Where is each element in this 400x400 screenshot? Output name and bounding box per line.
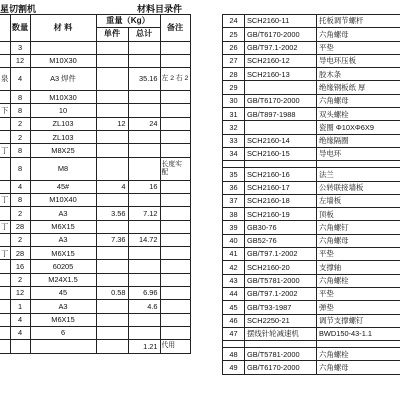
table-row — [0, 313, 190, 326]
row-material: A3 — [30, 233, 96, 246]
row-index: 29 — [223, 81, 245, 94]
row-material: 45# — [30, 180, 96, 193]
row-note — [160, 220, 190, 233]
row-edge-cell — [0, 260, 10, 273]
row-part-name: 平垫 — [317, 41, 400, 54]
row-index: 31 — [223, 108, 245, 121]
row-unit-weight — [96, 220, 128, 233]
row-index: 32 — [223, 121, 245, 134]
row-standard-code — [245, 81, 317, 94]
row-qty: 28 — [10, 247, 30, 260]
row-note — [160, 91, 190, 104]
row-unit-weight — [96, 131, 128, 144]
table-row — [223, 287, 400, 300]
table-row — [0, 260, 190, 273]
row-part-name: 支撑轴 — [317, 261, 400, 274]
table-header-row — [0, 15, 190, 28]
table-row — [223, 274, 400, 287]
row-total-weight — [128, 91, 160, 104]
row-qty: 4 — [10, 180, 30, 193]
table-row — [0, 104, 190, 117]
row-total-weight — [128, 131, 160, 144]
table-row — [223, 221, 400, 234]
row-index: 35 — [223, 168, 245, 181]
row-note — [160, 326, 190, 339]
row-index: 25 — [223, 28, 245, 41]
row-qty: 28 — [10, 220, 30, 233]
row-note — [160, 247, 190, 260]
row-part-name: 调节支撑螺钉 — [317, 314, 400, 327]
row-note — [160, 273, 190, 286]
row-part-name: 绝缘隔圈 — [317, 134, 400, 147]
row-edge-cell — [0, 41, 10, 54]
row-unit-weight: 4 — [96, 180, 128, 193]
row-total-weight: 7.12 — [128, 207, 160, 220]
row-total-weight — [128, 273, 160, 286]
row-index: 36 — [223, 181, 245, 194]
row-total-weight — [128, 157, 160, 180]
row-part-name: 导电环压板 — [317, 54, 400, 67]
row-qty: 12 — [10, 54, 30, 67]
row-qty: 8 — [10, 91, 30, 104]
table-row — [223, 301, 400, 314]
row-standard-code: GB/T897-1988 — [245, 108, 317, 121]
row-edge-cell — [0, 180, 10, 193]
row-material: M8 — [30, 157, 96, 180]
left-table-subtitle: 材料目录件 — [137, 4, 183, 14]
row-index: 40 — [223, 234, 245, 247]
table-row — [0, 287, 190, 300]
row-total-weight — [128, 193, 160, 206]
row-part-name: 六角螺钉 — [317, 221, 400, 234]
table-row — [0, 220, 190, 233]
row-total-weight — [128, 313, 160, 326]
row-note — [160, 144, 190, 157]
row-standard-code: SCH2160-16 — [245, 168, 317, 181]
row-standard-code — [245, 341, 317, 348]
row-unit-weight — [96, 340, 128, 353]
table-row — [0, 180, 190, 193]
table-row — [0, 157, 190, 180]
row-edge-cell — [0, 326, 10, 339]
row-qty: 2 — [10, 273, 30, 286]
row-standard-code: GB/T6170-2000 — [245, 28, 317, 41]
row-index: 33 — [223, 134, 245, 147]
row-qty: 8 — [10, 144, 30, 157]
row-unit-weight: 7.36 — [96, 233, 128, 246]
table-row — [0, 131, 190, 144]
row-total-weight: 4.6 — [128, 300, 160, 313]
row-index: 37 — [223, 194, 245, 207]
row-edge-cell — [0, 117, 10, 130]
row-note — [160, 180, 190, 193]
row-part-name: 法兰 — [317, 168, 400, 181]
row-unit-weight: 0.58 — [96, 287, 128, 300]
row-note: 代用 — [160, 340, 190, 353]
row-qty: 4 — [10, 313, 30, 326]
table-row — [223, 234, 400, 247]
row-edge-cell — [0, 313, 10, 326]
row-material — [30, 41, 96, 54]
table-row — [223, 147, 400, 160]
header-unit: 单件 — [96, 28, 128, 41]
row-edge-cell — [0, 91, 10, 104]
row-standard-code: SCH2160-19 — [245, 208, 317, 221]
row-standard-code: GB/T6170-2000 — [245, 361, 317, 374]
row-part-name: 左墙板 — [317, 194, 400, 207]
row-qty: 2 — [10, 233, 30, 246]
row-standard-code: GB/T93-1987 — [245, 301, 317, 314]
row-part-name — [317, 341, 400, 348]
row-index: 27 — [223, 54, 245, 67]
row-index — [223, 161, 245, 168]
row-part-name: 绝缘钢板纸 厚 — [317, 81, 400, 94]
row-material: A3 — [30, 207, 96, 220]
row-note — [160, 233, 190, 246]
row-qty: 2 — [10, 131, 30, 144]
table-row — [223, 168, 400, 181]
row-standard-code: SCH2160-14 — [245, 134, 317, 147]
table-row — [223, 41, 400, 54]
table-row — [223, 348, 400, 361]
header-note: 备注 — [160, 15, 190, 42]
row-qty: 1 — [10, 300, 30, 313]
row-note — [160, 287, 190, 300]
row-standard-code — [245, 161, 317, 168]
row-material: M10X30 — [30, 54, 96, 67]
row-part-name: 平垫 — [317, 248, 400, 261]
row-part-name: 六角螺母 — [317, 234, 400, 247]
row-total-weight: 24 — [128, 117, 160, 130]
row-note — [160, 104, 190, 117]
row-qty: 4 — [10, 326, 30, 339]
row-unit-weight: 3.56 — [96, 207, 128, 220]
left-table-title-bar — [0, 0, 190, 14]
row-total-weight — [128, 260, 160, 273]
table-row — [223, 161, 400, 168]
row-qty: 2 — [10, 117, 30, 130]
row-part-name: 双头螺栓 — [317, 108, 400, 121]
row-note — [160, 117, 190, 130]
table-row — [0, 326, 190, 339]
row-index: 47 — [223, 327, 245, 340]
row-material: M8X25 — [30, 144, 96, 157]
row-part-name: 托板调节螺杆 — [317, 15, 400, 28]
row-note — [160, 41, 190, 54]
table-row — [223, 108, 400, 121]
row-material: ZL103 — [30, 131, 96, 144]
row-note — [160, 207, 190, 220]
row-index: 38 — [223, 208, 245, 221]
row-edge-cell — [0, 157, 10, 180]
row-material: 10 — [30, 104, 96, 117]
row-edge-cell: 下 — [0, 104, 10, 117]
row-standard-code: SCH2160-20 — [245, 261, 317, 274]
row-material: A3 — [30, 300, 96, 313]
table-row — [223, 15, 400, 28]
row-edge-cell — [0, 207, 10, 220]
row-part-name: 六角螺栓 — [317, 348, 400, 361]
row-material: M24X1.5 — [30, 273, 96, 286]
row-material: 6 — [30, 326, 96, 339]
row-edge-cell: 丁 — [0, 247, 10, 260]
row-unit-weight — [96, 193, 128, 206]
row-material: M10X40 — [30, 193, 96, 206]
header-weight: 重量（Kg） — [96, 15, 160, 28]
left-table-title: 星切割机 — [0, 4, 37, 14]
table-row — [0, 247, 190, 260]
row-total-weight — [128, 41, 160, 54]
row-edge-cell: 丁 — [0, 220, 10, 233]
row-total-weight: 14.72 — [128, 233, 160, 246]
row-standard-code: SCH2160-13 — [245, 68, 317, 81]
row-edge-cell: 丁 — [0, 144, 10, 157]
row-standard-code: GB/T6170-2000 — [245, 94, 317, 107]
table-row — [223, 327, 400, 340]
row-material: M6X15 — [30, 220, 96, 233]
row-index: 24 — [223, 15, 245, 28]
table-row — [0, 193, 190, 206]
row-standard-code: SCH2160-17 — [245, 181, 317, 194]
row-standard-code: SCH2250-21 — [245, 314, 317, 327]
row-total-weight: 35.16 — [128, 68, 160, 91]
row-index: 43 — [223, 274, 245, 287]
row-part-name: BWD150-43-1.1 — [317, 327, 400, 340]
row-part-name: 胶木条 — [317, 68, 400, 81]
row-unit-weight: 12 — [96, 117, 128, 130]
row-standard-code — [245, 121, 317, 134]
row-note: 左 2 右 2 — [160, 68, 190, 91]
row-part-name: 六角螺母 — [317, 361, 400, 374]
row-total-weight: 1.21 — [128, 340, 160, 353]
table-row — [0, 300, 190, 313]
table-row — [223, 248, 400, 261]
row-part-name: 瓷圈 Φ10XΦ6X9 — [317, 121, 400, 134]
table-row — [0, 117, 190, 130]
row-unit-weight — [96, 68, 128, 91]
row-material: M10X30 — [30, 91, 96, 104]
table-row — [223, 54, 400, 67]
header-material: 材 料 — [30, 15, 96, 42]
row-part-name: 六角螺栓 — [317, 274, 400, 287]
row-material: 45 — [30, 287, 96, 300]
row-standard-code: SCH2160-18 — [245, 194, 317, 207]
row-qty: 2 — [10, 207, 30, 220]
table-row — [223, 361, 400, 374]
row-unit-weight — [96, 326, 128, 339]
row-part-name: 弹垫 — [317, 301, 400, 314]
row-edge-cell — [0, 287, 10, 300]
table-row — [223, 181, 400, 194]
row-edge-cell — [0, 273, 10, 286]
row-standard-code: GB/T5781-2000 — [245, 348, 317, 361]
table-row — [0, 144, 190, 157]
row-part-name: 导电环 — [317, 147, 400, 160]
row-total-weight — [128, 247, 160, 260]
table-row — [223, 68, 400, 81]
table-row — [0, 91, 190, 104]
table-row — [223, 81, 400, 94]
row-standard-code: SCH2160-12 — [245, 54, 317, 67]
row-material: M6X15 — [30, 247, 96, 260]
row-edge-cell: 丁 — [0, 193, 10, 206]
row-unit-weight — [96, 144, 128, 157]
row-part-name: 顶板 — [317, 208, 400, 221]
row-total-weight — [128, 104, 160, 117]
row-index: 46 — [223, 314, 245, 327]
row-material — [30, 340, 96, 353]
row-standard-code: GB/T5781-2000 — [245, 274, 317, 287]
row-qty: 8 — [10, 193, 30, 206]
row-standard-code: GB/T97.1-2002 — [245, 41, 317, 54]
row-edge-cell — [0, 131, 10, 144]
row-index — [223, 341, 245, 348]
row-unit-weight — [96, 273, 128, 286]
row-index: 34 — [223, 147, 245, 160]
row-note: 长度实配 — [160, 157, 190, 180]
row-part-name — [317, 161, 400, 168]
row-standard-code: SCH2160-15 — [245, 147, 317, 160]
table-row — [0, 340, 190, 353]
row-note — [160, 300, 190, 313]
row-qty: 16 — [10, 260, 30, 273]
header-edge-cell — [0, 15, 10, 42]
row-note — [160, 313, 190, 326]
row-edge-cell — [0, 54, 10, 67]
table-row — [223, 134, 400, 147]
row-note — [160, 193, 190, 206]
table-row — [0, 41, 190, 54]
row-total-weight — [128, 326, 160, 339]
row-index: 28 — [223, 68, 245, 81]
row-edge-cell: 泉 — [0, 68, 10, 91]
row-note — [160, 260, 190, 273]
materials-table — [0, 14, 191, 354]
row-index: 48 — [223, 348, 245, 361]
row-qty: 8 — [10, 104, 30, 117]
row-standard-code: GB52-76 — [245, 234, 317, 247]
row-qty: 12 — [10, 287, 30, 300]
row-standard-code: GB30-76 — [245, 221, 317, 234]
row-note — [160, 54, 190, 67]
row-standard-code: 摆线针轮减速机 — [245, 327, 317, 340]
row-note — [160, 131, 190, 144]
table-row — [223, 194, 400, 207]
row-total-weight: 16 — [128, 180, 160, 193]
row-total-weight: 6.96 — [128, 287, 160, 300]
row-material: A3 焊件 — [30, 68, 96, 91]
row-part-name: 公转联接墙板 — [317, 181, 400, 194]
table-row — [223, 341, 400, 348]
row-unit-weight — [96, 104, 128, 117]
parts-list-table — [222, 14, 400, 375]
row-edge-cell — [0, 340, 10, 353]
row-part-name: 六角螺母 — [317, 28, 400, 41]
row-standard-code: GB/T97.1-2002 — [245, 248, 317, 261]
row-standard-code: GB/T97.1-2002 — [245, 287, 317, 300]
row-qty — [10, 340, 30, 353]
row-index: 44 — [223, 287, 245, 300]
row-part-name: 平垫 — [317, 287, 400, 300]
row-total-weight — [128, 54, 160, 67]
row-index: 39 — [223, 221, 245, 234]
table-row — [223, 261, 400, 274]
table-row — [0, 54, 190, 67]
row-edge-cell — [0, 233, 10, 246]
row-index: 49 — [223, 361, 245, 374]
row-total-weight — [128, 220, 160, 233]
row-index: 41 — [223, 248, 245, 261]
row-material: 60205 — [30, 260, 96, 273]
row-index: 45 — [223, 301, 245, 314]
row-unit-weight — [96, 157, 128, 180]
row-unit-weight — [96, 54, 128, 67]
row-unit-weight — [96, 313, 128, 326]
row-material: ZL103 — [30, 117, 96, 130]
table-row — [223, 94, 400, 107]
row-unit-weight — [96, 91, 128, 104]
table-row — [223, 314, 400, 327]
row-index: 42 — [223, 261, 245, 274]
row-part-name: 六角螺母 — [317, 94, 400, 107]
row-total-weight — [128, 144, 160, 157]
table-row — [0, 233, 190, 246]
row-qty: 4 — [10, 68, 30, 91]
row-unit-weight — [96, 260, 128, 273]
header-qty: 数量 — [10, 15, 30, 42]
table-row — [223, 28, 400, 41]
row-material: M6X15 — [30, 313, 96, 326]
table-row — [223, 208, 400, 221]
row-unit-weight — [96, 41, 128, 54]
row-standard-code: SCH2160-11 — [245, 15, 317, 28]
row-unit-weight — [96, 300, 128, 313]
row-index: 30 — [223, 94, 245, 107]
table-row — [0, 68, 190, 91]
row-unit-weight — [96, 247, 128, 260]
table-row — [0, 273, 190, 286]
row-qty: 3 — [10, 41, 30, 54]
row-index: 26 — [223, 41, 245, 54]
table-row — [0, 207, 190, 220]
table-row — [223, 121, 400, 134]
header-total: 总计 — [128, 28, 160, 41]
row-edge-cell — [0, 300, 10, 313]
row-qty: 8 — [10, 157, 30, 180]
